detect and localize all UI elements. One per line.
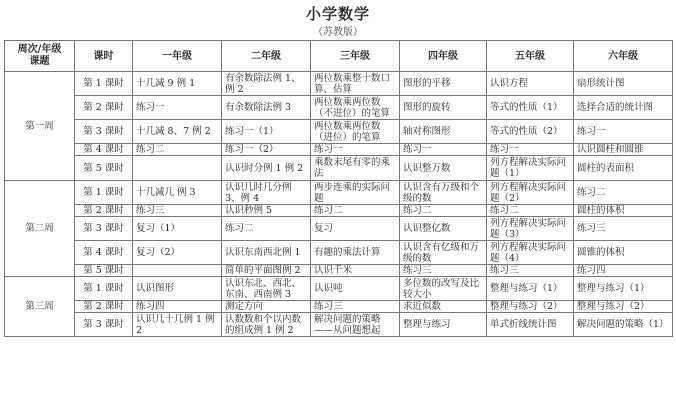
lesson-cell-grade-4: 轴对称图形 [400, 120, 487, 144]
lesson-cell-grade-6: 整理与练习（2） [574, 301, 673, 313]
lesson-cell-grade-5: 练习一 [487, 144, 574, 156]
lesson-cell-grade-5: 等式的性质（2） [487, 120, 574, 144]
table-row [5, 241, 673, 265]
lesson-cell-grade-5: 列方程解决实际问题（3） [487, 217, 574, 241]
lesson-cell-grade-2: 练习一（1） [222, 120, 311, 144]
week-label: 第三周 [5, 277, 75, 337]
lesson-cell-grade-2: 练习一（2） [222, 144, 311, 156]
lesson-cell-grade-1: 认识几十几例 1 例 2 [133, 313, 222, 337]
table-row [5, 72, 673, 96]
schedule-table [4, 40, 673, 337]
lesson-cell-grade-4: 认识整亿数 [400, 217, 487, 241]
lesson-cell-grade-1: 复习（1） [133, 217, 222, 241]
table-row [5, 217, 673, 241]
lesson-cell-grade-4: 练习二 [400, 205, 487, 217]
lesson-cell-grade-2: 有余数除法例 3 [222, 96, 311, 120]
lesson-cell-grade-1: 十几减 9 例 1 [133, 72, 222, 96]
lesson-cell-grade-1: 练习二 [133, 144, 222, 156]
week-label: 第二周 [5, 181, 75, 277]
period-label: 第 3 课时 [75, 217, 133, 241]
lesson-cell-grade-4: 认识含有亿级和万级的数 [400, 241, 487, 265]
lesson-cell-grade-6: 选择合适的统计图 [574, 96, 673, 120]
lesson-cell-grade-6: 认识圆柱和圆锥 [574, 144, 673, 156]
lesson-cell-grade-1: 练习三 [133, 205, 222, 217]
lesson-cell-grade-4: 图形的平移 [400, 72, 487, 96]
period-label: 第 4 课时 [75, 144, 133, 156]
period-label: 第 4 课时 [75, 241, 133, 265]
table-row [5, 156, 673, 181]
table-row [5, 96, 673, 120]
lesson-cell-grade-5: 整理与练习（2） [487, 301, 574, 313]
period-label: 第 2 课时 [75, 205, 133, 217]
period-label: 第 5 课时 [75, 265, 133, 277]
lesson-cell-grade-3: 乘数末尾有零的乘法 [311, 156, 400, 181]
table-row [5, 301, 673, 313]
lesson-cell-grade-3: 两位数乘整十数口算、估算 [311, 72, 400, 96]
lesson-cell-grade-3: 认识千米 [311, 265, 400, 277]
lesson-cell-grade-4: 整理与练习 [400, 313, 487, 337]
table-row [5, 144, 673, 156]
table-row [5, 120, 673, 144]
header-grade-4: 四年级 [400, 41, 487, 72]
lesson-cell-grade-5: 练习三 [487, 265, 574, 277]
lesson-cell-grade-5: 认识方程 [487, 72, 574, 96]
lesson-cell-grade-2: 认数数和个以内数的组成例 1 例 2 [222, 313, 311, 337]
lesson-cell-grade-3: 练习三 [311, 301, 400, 313]
lesson-cell-grade-4: 练习三 [400, 265, 487, 277]
lesson-cell-grade-3: 解决问题的策略——从问题想起 [311, 313, 400, 337]
header-grade-6: 六年级 [574, 41, 673, 72]
lesson-cell-grade-1: 认识图形 [133, 277, 222, 301]
lesson-cell-grade-5: 单式折线统计图 [487, 313, 574, 337]
lesson-cell-grade-5: 等式的性质（1） [487, 96, 574, 120]
lesson-cell-grade-5: 列方程解决实际问题（2） [487, 181, 574, 205]
header-week-topic: 周次/年级 课题 [5, 41, 75, 72]
lesson-cell-grade-3: 练习一 [311, 144, 400, 156]
lesson-cell-grade-6: 练习四 [574, 265, 673, 277]
table-row [5, 205, 673, 217]
lesson-cell-grade-3: 两位数乘两位数（进位）的笔算 [311, 120, 400, 144]
period-label: 第 2 课时 [75, 96, 133, 120]
lesson-cell-grade-6: 解决问题的策略（1） [574, 313, 673, 337]
schedule-body [5, 72, 673, 337]
lesson-cell-grade-1: 十几减几 例 3 [133, 181, 222, 205]
period-label: 第 3 课时 [75, 313, 133, 337]
lesson-cell-grade-2: 测定方向 [222, 301, 311, 313]
lesson-cell-grade-1 [133, 265, 222, 277]
lesson-cell-grade-3: 有趣的乘法计算 [311, 241, 400, 265]
header-grade-1: 一年级 [133, 41, 222, 72]
lesson-cell-grade-4: 认识含有万级和个级的数 [400, 181, 487, 205]
lesson-cell-grade-3: 复习 [311, 217, 400, 241]
lesson-cell-grade-2: 认识几时几分例 3、例 4 [222, 181, 311, 205]
lesson-cell-grade-6: 练习二 [574, 181, 673, 205]
lesson-cell-grade-4: 求近似数 [400, 301, 487, 313]
table-row [5, 265, 673, 277]
header-grade-2: 二年级 [222, 41, 311, 72]
period-label: 第 5 课时 [75, 156, 133, 181]
table-row [5, 277, 673, 301]
period-label: 第 1 课时 [75, 181, 133, 205]
header-grade-3: 三年级 [311, 41, 400, 72]
lesson-cell-grade-4: 多位数的改写及比较大小 [400, 277, 487, 301]
lesson-cell-grade-5: 整理与练习（1） [487, 277, 574, 301]
lesson-cell-grade-1: 练习四 [133, 301, 222, 313]
lesson-cell-grade-6: 圆柱的体积 [574, 205, 673, 217]
lesson-cell-grade-6: 圆锥的体积 [574, 241, 673, 265]
period-label: 第 2 课时 [75, 301, 133, 313]
lesson-cell-grade-2: 认识秒例 5 [222, 205, 311, 217]
header-row [5, 41, 673, 72]
lesson-cell-grade-3: 认识吨 [311, 277, 400, 301]
lesson-cell-grade-6: 练习一 [574, 120, 673, 144]
lesson-cell-grade-4: 图形的旋转 [400, 96, 487, 120]
lesson-cell-grade-1 [133, 156, 222, 181]
lesson-cell-grade-2: 简单的平面图例 2 [222, 265, 311, 277]
period-label: 第 1 课时 [75, 277, 133, 301]
lesson-cell-grade-4: 练习一 [400, 144, 487, 156]
page-subtitle: （苏教版） [313, 27, 363, 38]
lesson-cell-grade-6: 圆柱的表面积 [574, 156, 673, 181]
lesson-cell-grade-3: 练习二 [311, 205, 400, 217]
lesson-cell-grade-2: 认识时分例 1 例 2 [222, 156, 311, 181]
lesson-cell-grade-5: 列方程解决实际问题（4） [487, 241, 574, 265]
lesson-cell-grade-1: 练习一 [133, 96, 222, 120]
header-grade-5: 五年级 [487, 41, 574, 72]
lesson-cell-grade-6: 练习三 [574, 217, 673, 241]
table-row [5, 181, 673, 205]
lesson-cell-grade-1: 复习（2） [133, 241, 222, 265]
lesson-cell-grade-2: 有余数除法例 1、例 2 [222, 72, 311, 96]
lesson-cell-grade-5: 列方程解决实际问题（1） [487, 156, 574, 181]
lesson-cell-grade-6: 扇形统计图 [574, 72, 673, 96]
period-label: 第 1 课时 [75, 72, 133, 96]
page-title: 小学数学 [305, 5, 370, 23]
table-row [5, 313, 673, 337]
lesson-cell-grade-3: 两步连乘的实际问题 [311, 181, 400, 205]
header-period: 课时 [75, 41, 133, 72]
lesson-cell-grade-1: 十几减 8、7 例 2 [133, 120, 222, 144]
lesson-cell-grade-2: 练习二 [222, 217, 311, 241]
lesson-cell-grade-3: 两位数乘两位数（不进位）的笔算 [311, 96, 400, 120]
lesson-cell-grade-5: 练习二 [487, 205, 574, 217]
lesson-cell-grade-2: 认识东北、西北、东南、西南例 3 [222, 277, 311, 301]
week-label: 第一周 [5, 72, 75, 181]
lesson-cell-grade-6: 整理与练习（1） [574, 277, 673, 301]
lesson-cell-grade-4: 认识整万数 [400, 156, 487, 181]
lesson-cell-grade-2: 认识东南西北例 1 [222, 241, 311, 265]
period-label: 第 3 课时 [75, 120, 133, 144]
